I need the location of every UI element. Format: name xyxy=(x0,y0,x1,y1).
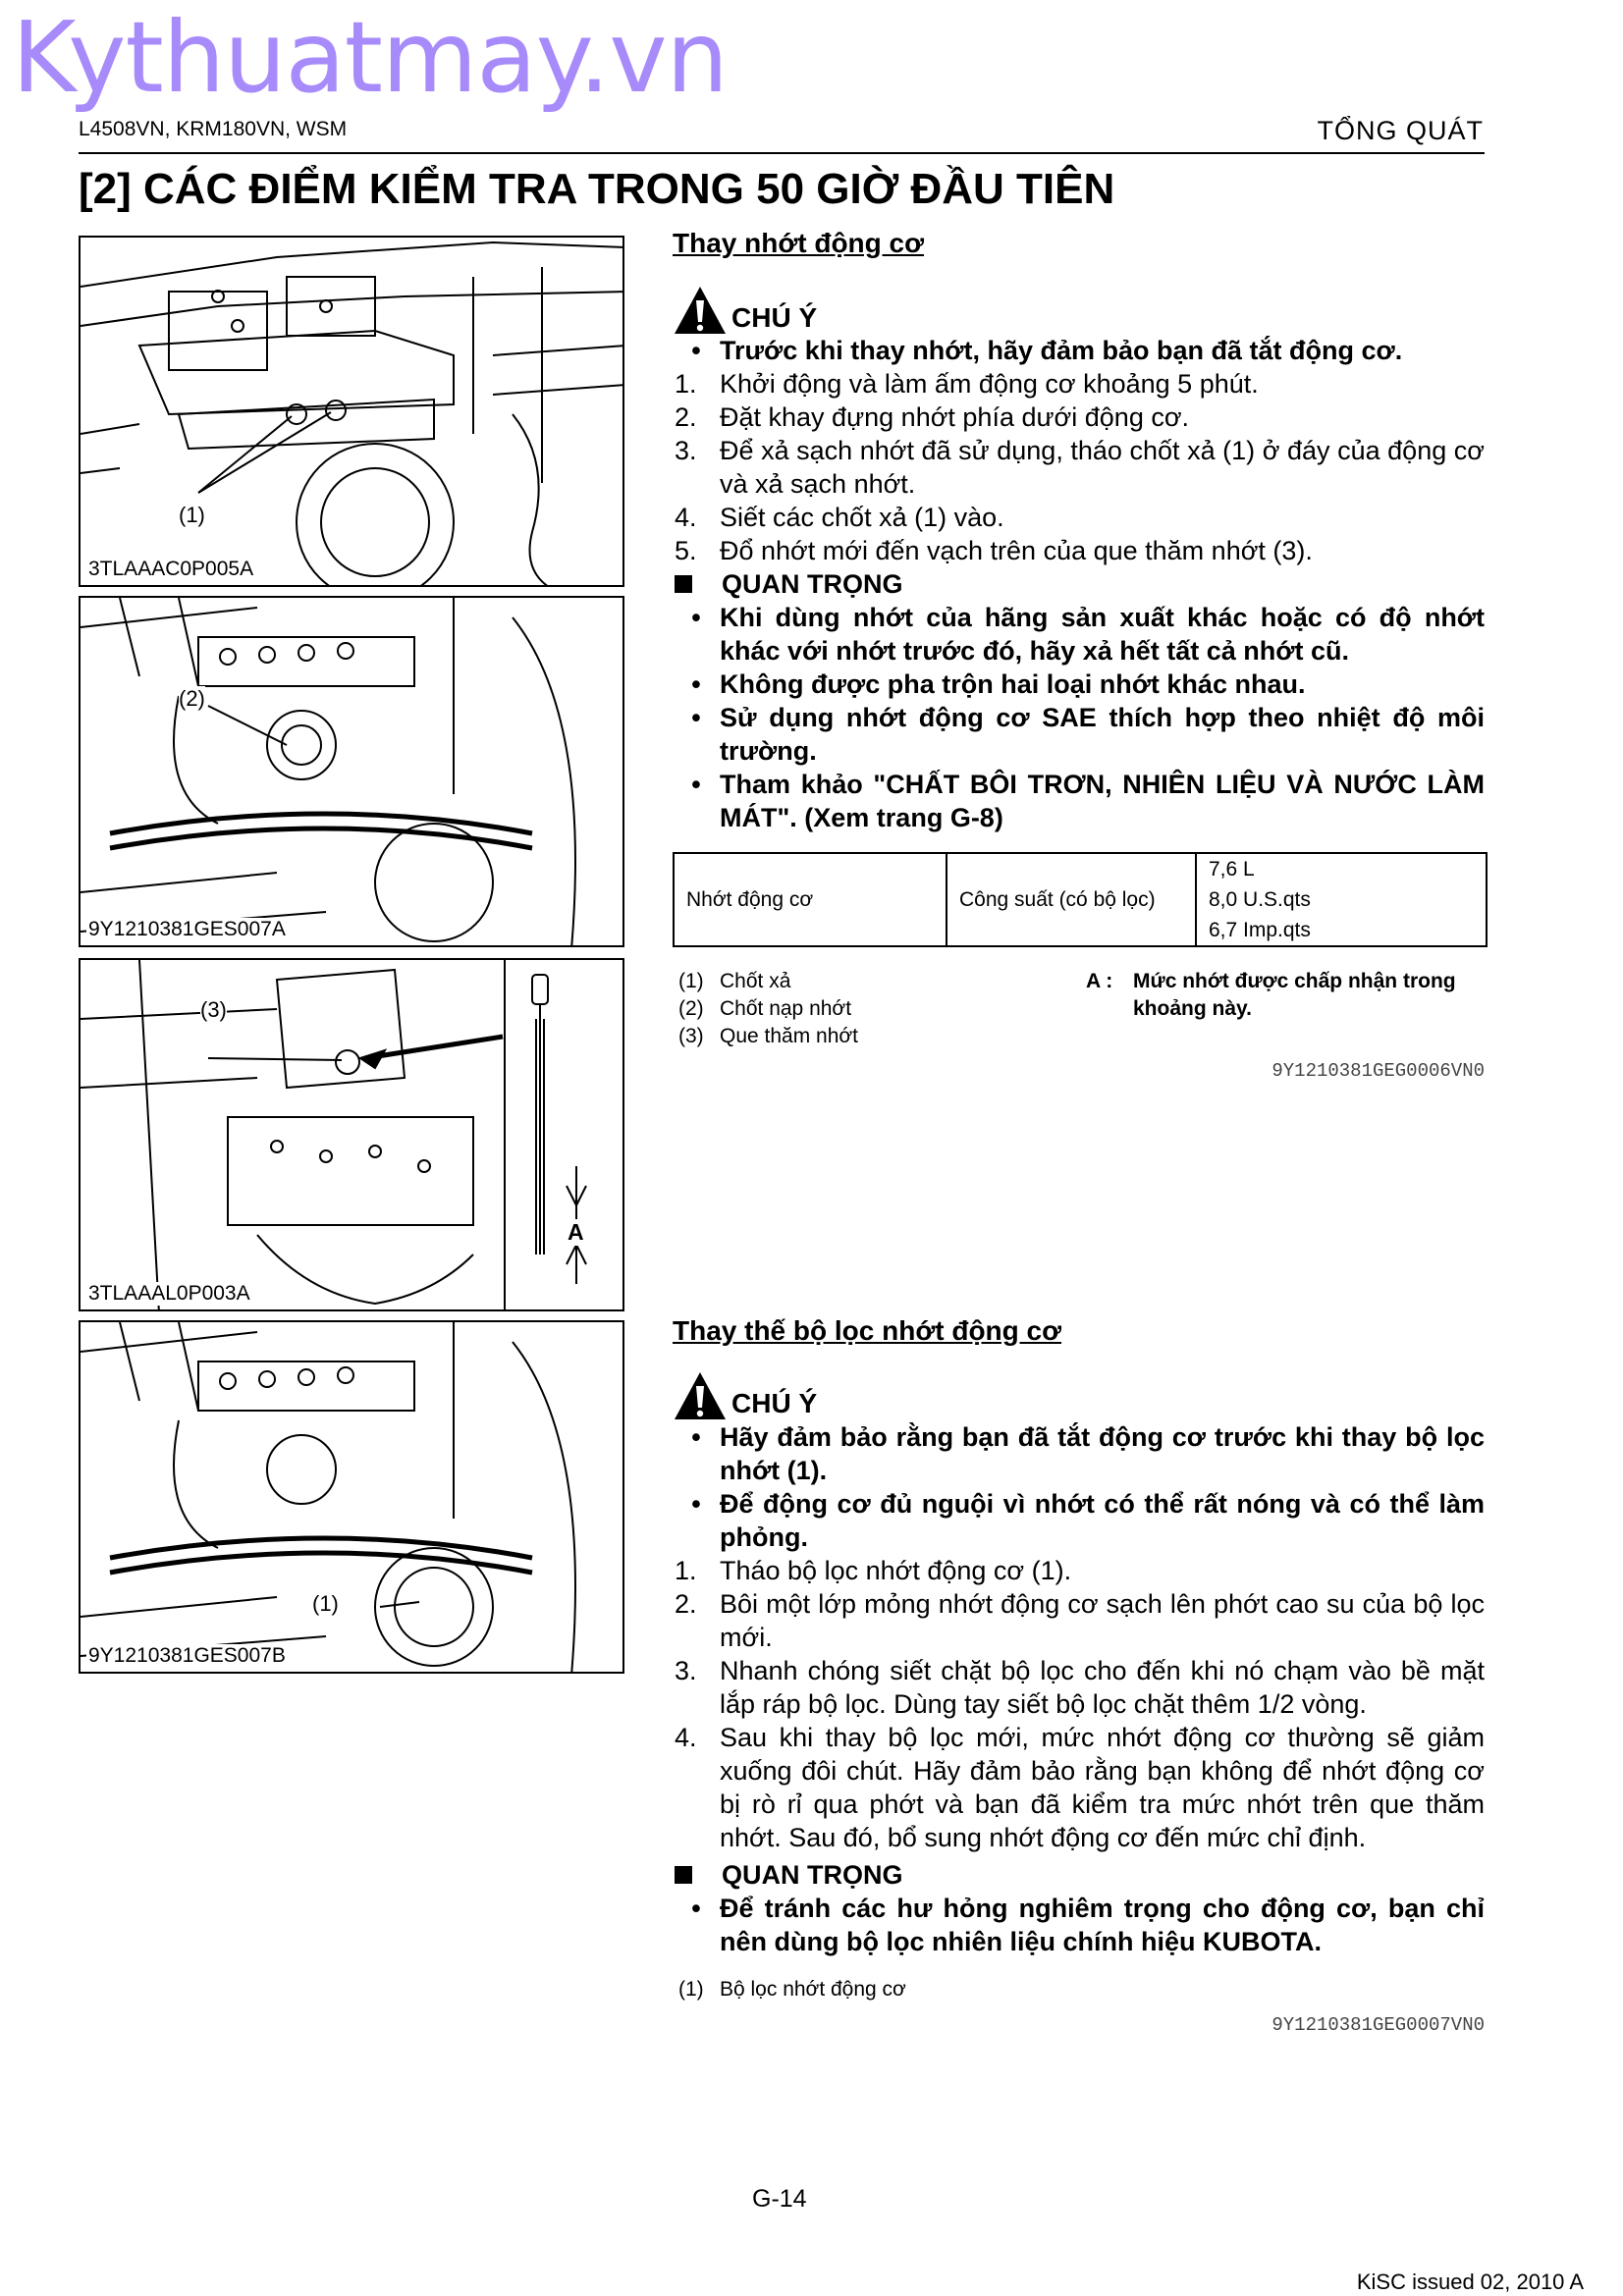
header-models: L4508VN, KRM180VN, WSM xyxy=(79,118,348,140)
figure-code: 3TLAAAC0P005A xyxy=(88,558,254,580)
spec-item: Nhớt động cơ xyxy=(674,853,947,946)
important-heading: QUAN TRỌNG xyxy=(673,567,1485,601)
important-item: • Sử dụng nhớt động cơ SAE thích hợp theo nhiệt độ môi trường. xyxy=(691,703,1485,766)
important-heading: QUAN TRỌNG xyxy=(673,1858,1485,1892)
caution-item: • Để động cơ đủ nguội vì nhớt có thể rất nóng và có thể làm phỏng. xyxy=(691,1489,1485,1552)
caution-2 xyxy=(673,1370,817,1421)
callout-3: (3) xyxy=(200,997,227,1022)
figure-code: 3TLAAAL0P003A xyxy=(88,1282,250,1305)
step: 4. Sau khi thay bộ lọc mới, mức nhớt động cơ thường sẽ giảm xuống đôi chút. Hãy đảm bảo rằng bạn không để nhớt động cơ bị rò rỉ qua phớt và bạn đã kiểm tra mức nhớt trên que thăm nhớt. Sau đó, bổ sung nhớt động cơ đến mức chỉ định. xyxy=(675,1723,1485,1852)
section-1-title: Thay nhớt động cơ xyxy=(673,228,925,258)
callout-1: (1) xyxy=(312,1591,339,1616)
step: 3. Nhanh chóng siết chặt bộ lọc cho đến khi nó chạm vào bề mặt lắp ráp bộ lọc. Dùng tay siết bộ lọc chặt thêm 1/2 vòng. xyxy=(675,1656,1485,1719)
important-item: • Không được pha trộn hai loại nhớt khác nhau. xyxy=(691,669,1306,699)
step: 3. Để xả sạch nhớt đã sử dụng, tháo chốt xả (1) ở đáy của động cơ và xả sạch nhớt. xyxy=(675,436,1485,499)
section-1-body xyxy=(673,334,1485,834)
section-2-doc-code: 9Y1210381GEG0007VN0 xyxy=(1271,2014,1485,2036)
reference-item: (2) Chốt nạp nhớt xyxy=(678,997,852,1020)
oil-filler-illustration xyxy=(81,598,624,947)
square-bullet-icon xyxy=(675,575,692,593)
caution-item: • Trước khi thay nhớt, hãy đảm bảo bạn đã tắt động cơ. xyxy=(691,336,1403,365)
spec-values: 7,6 L 8,0 U.S.qts 6,7 Imp.qts xyxy=(1196,853,1487,946)
header-section: TỔNG QUÁT xyxy=(1317,116,1484,145)
section-2-title: Thay thế bộ lọc nhớt động cơ xyxy=(673,1315,1062,1346)
figure-code: 9Y1210381GES007B xyxy=(88,1644,286,1667)
spec-param: Công suất (có bộ lọc) xyxy=(947,853,1196,946)
dipstick-illustration xyxy=(81,960,624,1311)
callout-1: (1) xyxy=(179,503,205,527)
reference-item: (1) Bộ lọc nhớt động cơ xyxy=(678,1978,906,2001)
figure-dipstick xyxy=(79,958,624,1311)
important-item: • Khi dùng nhớt của hãng sản xuất khác hoặc có độ nhớt khác với nhớt trước đó, hãy xả hết tất cả nhớt cũ. xyxy=(691,603,1485,666)
important-item: • Để tránh các hư hỏng nghiêm trọng cho động cơ, bạn chỉ nên dùng bộ lọc nhiên liệu chính hiệu KUBOTA. xyxy=(691,1894,1485,1956)
caution-item: • Hãy đảm bảo rằng bạn đã tắt động cơ trước khi thay bộ lọc nhớt (1). xyxy=(691,1422,1485,1485)
drain-plug-illustration xyxy=(81,238,624,587)
section-2-body xyxy=(673,1420,1485,1958)
section-1-doc-code: 9Y1210381GEG0006VN0 xyxy=(1271,1060,1485,1082)
oil-filter-illustration xyxy=(81,1322,624,1674)
warning-triangle-icon xyxy=(673,1370,728,1421)
issue-note: KiSC issued 02, 2010 A xyxy=(1356,2269,1584,2294)
square-bullet-icon xyxy=(675,1866,692,1884)
callout-2: (2) xyxy=(179,686,205,711)
figure-code: 9Y1210381GES007A xyxy=(88,918,286,940)
reference-item: (1) Chốt xả xyxy=(678,970,791,992)
callout-a: A xyxy=(568,1219,584,1245)
step: 4. Siết các chốt xả (1) vào. xyxy=(675,503,1004,532)
caution-label: CHÚ Ý xyxy=(731,302,818,333)
caution-label: CHÚ Ý xyxy=(731,1388,818,1418)
step: 5. Đổ nhớt mới đến vạch trên của que thăm nhớt (3). xyxy=(675,536,1313,565)
header-rule xyxy=(79,152,1485,154)
step: 2. Bôi một lớp mỏng nhớt động cơ sạch lên phớt cao su của bộ lọc mới. xyxy=(675,1589,1485,1652)
watermark: Kythuatmay.vn xyxy=(12,0,728,115)
spec-table xyxy=(673,852,1488,947)
step: 1. Tháo bộ lọc nhớt động cơ (1). xyxy=(675,1556,1072,1585)
figure-oil-filler xyxy=(79,596,624,947)
step: 2. Đặt khay đựng nhớt phía dưới động cơ. xyxy=(675,402,1190,432)
caution-1 xyxy=(673,285,817,336)
page-title: [2] CÁC ĐIỂM KIỂM TRA TRONG 50 GIỜ ĐẦU TIÊN xyxy=(79,165,1115,213)
figure-oil-filter xyxy=(79,1320,624,1674)
figure-drain-plug xyxy=(79,236,624,587)
warning-triangle-icon xyxy=(673,285,728,336)
reference-item: (3) Que thăm nhớt xyxy=(678,1025,859,1047)
page-number: G-14 xyxy=(752,2185,807,2213)
section-1-references xyxy=(673,968,858,1050)
step: 1. Khởi động và làm ấm động cơ khoảng 5 phút. xyxy=(675,369,1259,399)
reference-a: A : Mức nhớt được chấp nhận trong khoảng này. xyxy=(1086,970,1456,1020)
important-item: • Tham khảo "CHẤT BÔI TRƠN, NHIÊN LIỆU VÀ NƯỚC LÀM MÁT". (Xem trang G-8) xyxy=(691,770,1485,832)
section-2-references xyxy=(673,1976,906,2003)
